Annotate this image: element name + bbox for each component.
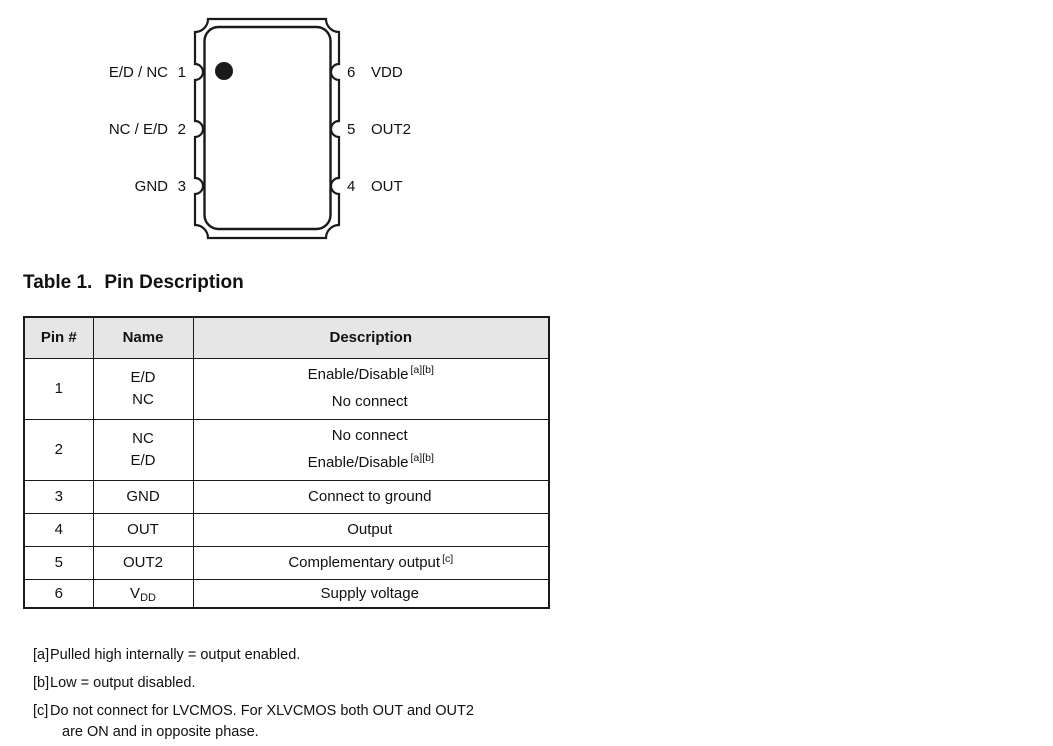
pin-name-cell: OUT2 [93,546,193,579]
desc-text: Supply voltage [320,584,419,602]
desc-text: No connect [331,426,408,444]
table-row [24,358,549,419]
footnote-text-line2: are ON and in opposite phase. [62,724,259,740]
pin1-marker-dot [215,62,233,80]
pin-number: 4 [347,178,356,195]
pin-number: 5 [347,121,356,138]
table-caption-title: Pin Description [104,272,244,293]
desc-text: No connect [331,392,408,410]
pin-name-line: E/D [130,451,156,469]
pin-desc-cell [193,358,549,419]
pin-number: 3 [177,178,186,195]
table-row [24,546,549,579]
pin-desc-cell [193,546,549,579]
pin-name-subscript: DD [140,591,156,604]
footnote-reference: [a][b] [410,452,434,464]
desc-text: Connect to ground [308,488,432,505]
pin-label: VDD [371,64,403,81]
footnote-text: Pulled high internally = output enabled. [50,647,301,663]
table-row [24,419,549,480]
pin-number: 2 [177,121,186,138]
pin-number-cell: 3 [24,480,93,513]
pin-name-line: NC [132,429,154,447]
pin-name-cell: GND [93,480,193,513]
table-caption-label: Table 1. [23,272,93,293]
pinout-diagram [90,8,470,253]
table-footnotes [33,646,573,746]
table-row [24,480,549,513]
footnote-text: Do not connect for LVCMOS. For XLVCMOS both OUT and OUT2 [50,703,474,719]
pin-name-cell [93,358,193,419]
footnote-reference: [a][b] [410,364,434,376]
header-name: Name [93,317,193,358]
pin-desc-cell [193,419,549,480]
pin-desc-line [198,362,545,389]
pin-name-cell [93,579,193,608]
pin-name-line: E/D [130,368,156,386]
pin-name-cell [93,419,193,480]
pin-desc-line [198,423,545,450]
footnote [33,702,573,741]
footnote-id: [c] [33,703,49,719]
pin-desc-line [198,450,545,477]
footnote-id: [b] [33,675,50,691]
pin-label: OUT2 [371,121,412,138]
desc-text: Complementary output [288,554,441,571]
footnote-reference: [c] [442,552,454,565]
footnote [33,646,573,664]
pin-desc-cell [193,579,549,608]
pin-desc-cell [193,513,549,546]
pin-label: OUT [371,178,403,195]
footnote-id: [a] [33,647,50,663]
desc-text: Enable/Disable [307,453,409,471]
pin-number-cell: 6 [24,579,93,608]
pin-name-line: NC [132,390,154,408]
pin-label: NC / E/D [108,121,168,138]
desc-text: Output [347,521,393,538]
pin-number-cell: 1 [24,358,93,419]
table-header-row [24,317,549,358]
pin-number: 6 [347,64,356,81]
header-description: Description [193,317,549,358]
package-body [205,27,331,229]
pin-label: GND [134,178,168,195]
pin-label: E/D / NC [108,64,168,81]
pin-desc-cell [193,480,549,513]
pin-name-base: V [130,584,141,602]
pin-number: 1 [177,64,186,81]
pin-number-cell: 4 [24,513,93,546]
footnote [33,674,573,692]
header-pin-number: Pin # [24,317,93,358]
footnote-text: Low = output disabled. [50,675,196,691]
pin-desc-line [198,389,545,416]
table-row [24,513,549,546]
pin-description-table [23,316,550,609]
pin-number-cell: 2 [24,419,93,480]
desc-text: Enable/Disable [307,365,409,383]
table-row [24,579,549,608]
table-caption [23,272,244,294]
pin-number-cell: 5 [24,546,93,579]
pin-name-cell: OUT [93,513,193,546]
